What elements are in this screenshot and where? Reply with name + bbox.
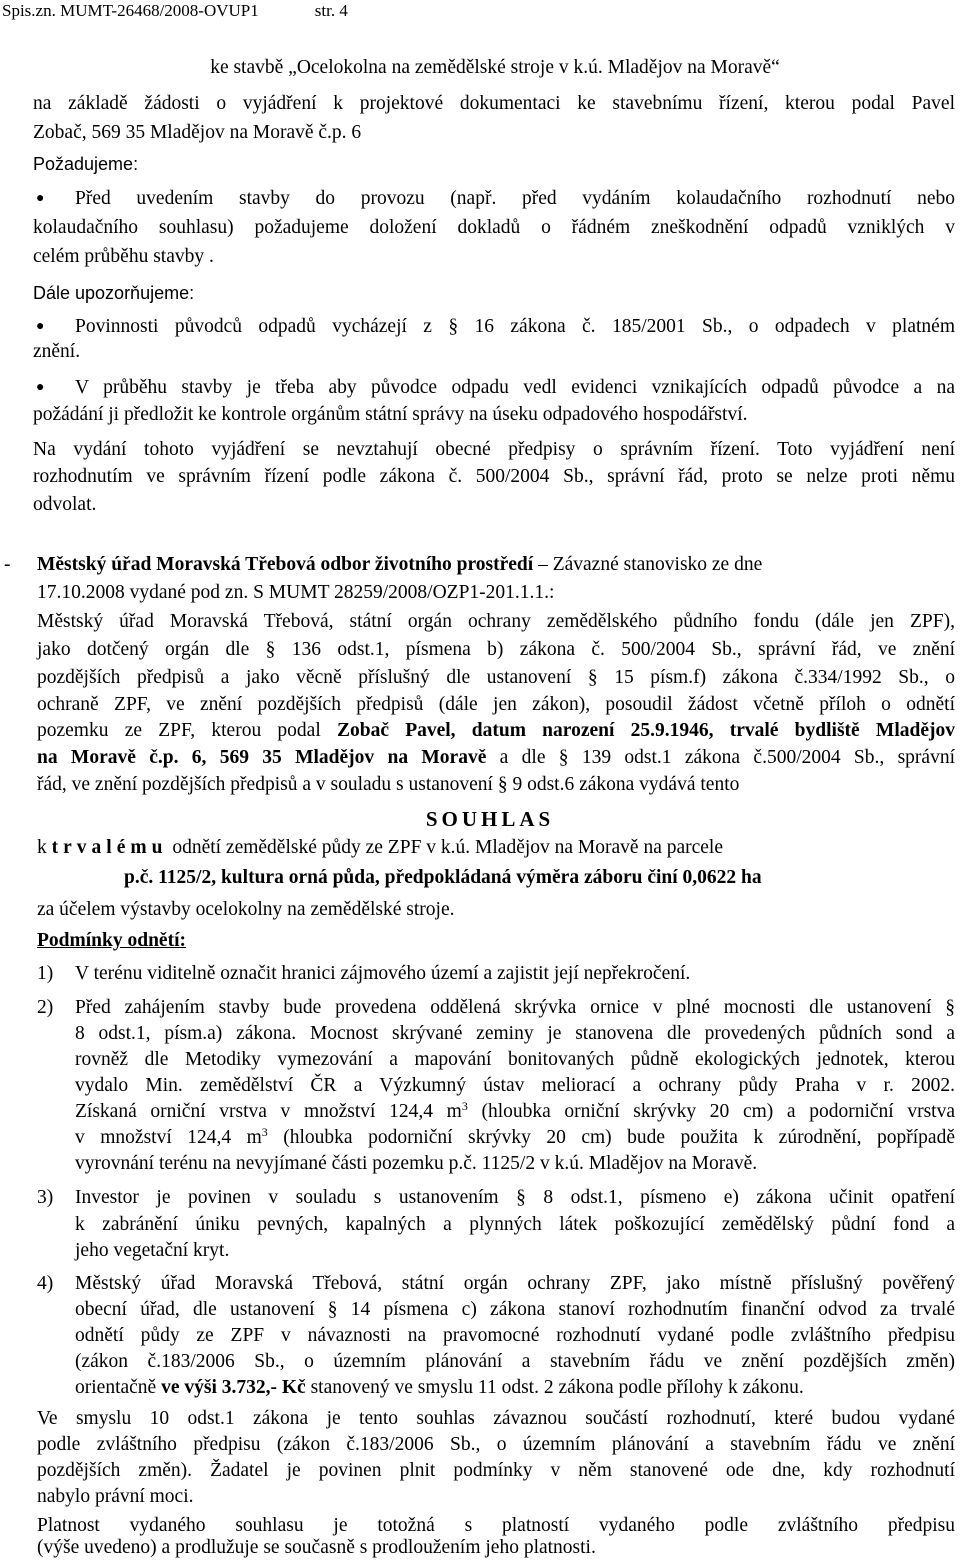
- text-run: (hloubka orniční skrývky 20 cm) a podorniční vrstva: [467, 1101, 955, 1122]
- paragraph-line: jako dotčený orgán dle § 136 odst.1, písmena b) zákona č. 500/2004 Sb., správní řád, ve znění: [37, 639, 955, 660]
- conditions-heading: Podmínky odnětí:: [37, 930, 186, 951]
- paragraph-line: řád, ve znění pozdějších předpisů a v souladu s ustanovení § 9 odst.6 zákona vydává tento: [37, 774, 740, 795]
- subject-line: ke stavbě „Ocelokolna na zemědělské stroje v k.ú. Mladějov na Moravě“: [210, 57, 780, 78]
- consent-title: SOUHLAS: [425, 807, 555, 831]
- bullet-text-line: V průběhu stavby je třeba aby původce odpadu vedl evidenci vznikajících odpadů původce a na: [75, 377, 955, 398]
- paragraph-line: rozhodnutím ve správním řízení podle zákona č. 500/2004 Sb., správní řád, proto se nelze proti němu: [33, 466, 955, 487]
- bullet-text-line: znění.: [33, 341, 81, 362]
- paragraph-line: nabylo právní moci.: [37, 1486, 194, 1507]
- paragraph-line: podle zvláštního předpisu (zákon č.183/2006 Sb., o územním plánování a stavebním řádu ve znění: [37, 1434, 955, 1455]
- text-run: odnětí zemědělské půdy ze ZPF v k.ú. Mladějov na Moravě na parcele: [167, 837, 724, 858]
- paragraph-line: Zobač, 569 35 Mladějov na Moravě č.p. 6: [33, 122, 362, 143]
- statement-type: – Závazné stanovisko ze dne: [533, 554, 763, 575]
- paragraph-line: ochraně ZPF, ve znění pozdějších předpisů (dále jen zákon), posoudil žádost včetně příloh o odnětí: [37, 694, 955, 715]
- page-number: str. 4: [314, 1, 348, 20]
- superscript: 3: [461, 1099, 468, 1113]
- paragraph-line: Ve smyslu 10 odst.1 zákona je tento souhlas závaznou součástí rozhodnutí, které budou vydané: [37, 1408, 955, 1429]
- applicant-address: na Moravě č.p. 6, 569 35 Mladějov na Moravě: [37, 747, 487, 768]
- condition-line: Investor je povinen v souladu s ustanovením § 8 odst.1, písmeno e) zákona učinit opatření: [75, 1187, 955, 1208]
- text-run: v množství 124,4 m: [75, 1127, 262, 1148]
- condition-line: odnětí půdy ze ZPF v návaznosti na pravomocné rozhodnutí vydané podle zvláštního předpisu: [75, 1325, 955, 1346]
- bullet-text-line: kolaudačního souhlasu) požadujeme doložení dokladů o řádném zneškodnění odpadů vzniklých v: [33, 217, 955, 238]
- condition-line: 8 odst.1, písm.a) zákona. Mocnost skrývané zeminy je stanovena dle provedených půdních sond a: [75, 1023, 955, 1044]
- condition-line: [75, 1100, 955, 1124]
- bullet-text-line: Před uvedením stavby do provozu (např. před vydáním kolaudačního rozhodnutí nebo: [75, 188, 955, 209]
- text-run: stanovený ve smyslu 11 odst. 2 zákona podle přílohy k zákonu.: [305, 1377, 804, 1398]
- text-run: Získaná orniční vrstva v množství 124,4 m: [75, 1101, 462, 1122]
- paragraph-line: Na vydání tohoto vyjádření se nevztahují obecné předpisy o správním řízení. Toto vyjádření není: [33, 439, 955, 460]
- section-heading: Požadujeme:: [33, 154, 139, 174]
- file-reference: Spis.zn. MUMT-26468/2008-OVUP1: [2, 1, 259, 20]
- condition-line: rovněž dle Metodiky vymezování a mapování bonitovaných půdně ekologických jednotek, kterou: [75, 1049, 955, 1070]
- paragraph-line: Městský úřad Moravská Třebová, státní orgán ochrany zemědělského půdního fondu (dále jen ZPF),: [37, 611, 955, 632]
- bullet-text-line: celém průběhu stavby .: [33, 246, 214, 267]
- condition-line: Městský úřad Moravská Třebová, státní orgán ochrany ZPF, jako místně příslušný pověřený: [75, 1273, 955, 1294]
- condition-line: V terénu viditelně označit hranici zájmového území a zajistit její nepřekročení.: [75, 963, 691, 984]
- paragraph-line: (výše uvedeno) a prodlužuje se současně s prodloužením jeho platnosti.: [37, 1537, 596, 1558]
- text-run: a dle § 139 odst.1 zákona č.500/2004 Sb., správní: [486, 747, 955, 768]
- bullet-text-line: požádání ji předložit ke kontrole orgánům státní správy na úseku odpadového hospodářství.: [33, 404, 748, 425]
- paragraph-line: [37, 719, 955, 743]
- condition-line: [75, 1376, 955, 1400]
- text-run: k: [37, 837, 52, 858]
- condition-line: Před zahájením stavby bude provedena oddělená skrývka ornice v plné mocnosti dle ustanovení §: [75, 997, 955, 1018]
- condition-line: vydalo Min. zemědělství ČR a Výzkumný ústav meliorací a ochrany půdy Praha v r. 2002.: [75, 1075, 955, 1096]
- text-run: orientačně: [75, 1377, 162, 1398]
- condition-line: (zákon č.183/2006 Sb., o územním plánování a stavebním řádu ve znění pozdějších změn): [75, 1351, 955, 1372]
- page-header: [2, 0, 348, 22]
- section-heading: Dále upozorňujeme:: [33, 283, 195, 303]
- condition-number: 1): [37, 963, 54, 984]
- bullet-text-line: Povinnosti původců odpadů vycházejí z § 16 zákona č. 185/2001 Sb., o odpadech v platném: [75, 316, 955, 337]
- text-run: pozemku ze ZPF, kterou podal: [37, 720, 337, 741]
- bullet-icon: ●: [36, 380, 45, 395]
- paragraph-line: Platnost vydaného souhlasu je totožná s platností vydaného podle zvláštního předpisu: [37, 1515, 955, 1536]
- levy-amount: ve výši 3.732,- Kč: [161, 1377, 306, 1398]
- condition-line: vyrovnání terénu na nevyjímané části pozemku p.č. 1125/2 v k.ú. Mladějov na Moravě.: [75, 1153, 758, 1174]
- statement-heading: [37, 553, 955, 577]
- superscript: 3: [261, 1125, 268, 1139]
- condition-line: obecní úřad, dle ustanovení § 14 písmena c) zákona stanoví rozhodnutím finanční odvod za trvalé: [75, 1299, 955, 1320]
- condition-line: [75, 1126, 955, 1150]
- list-dash: -: [4, 554, 11, 575]
- consent-line: [37, 836, 955, 860]
- text-run: (hloubka podorniční skrývky 20 cm) bude použita k zúrodnění, popřípadě: [267, 1127, 955, 1148]
- paragraph-line: na základě žádosti o vyjádření k projektové dokumentaci ke stavebnímu řízení, kterou podal Pavel: [33, 93, 955, 114]
- bullet-icon: ●: [36, 319, 45, 334]
- authority-name: Městský úřad Moravská Třebová odbor životního prostředí: [37, 554, 534, 575]
- paragraph-line: odvolat.: [33, 494, 97, 515]
- paragraph-line: [37, 746, 955, 770]
- condition-number: 3): [37, 1187, 54, 1208]
- condition-number: 2): [37, 997, 54, 1018]
- statement-reference: 17.10.2008 vydané pod zn. S MUMT 28259/2008/OZP1-201.1.1.:: [37, 582, 555, 603]
- condition-line: jeho vegetační kryt.: [75, 1240, 230, 1261]
- parcel-line: p.č. 1125/2, kultura orná půda, předpokládaná výměra záboru činí 0,0622 ha: [124, 867, 762, 888]
- condition-number: 4): [37, 1273, 54, 1294]
- applicant-details: Zobač Pavel, datum narození 25.9.1946, trvalé bydliště Mladějov: [336, 720, 955, 741]
- paragraph-line: pozdějších předpisů a jako věcně příslušný dle ustanovení § 15 písm.f) zákona č.334/1992 Sb., o: [37, 667, 955, 688]
- permanent-word: trvalému: [51, 837, 168, 858]
- paragraph-line: pozdějších změn). Žadatel je povinen plnit podmínky v něm stanovené ode dne, kdy rozhodnutí: [37, 1460, 955, 1481]
- bullet-icon: ●: [36, 191, 45, 206]
- condition-line: k zabránění úniku pevných, kapalných a plynných látek poškozující zemědělský půdní fond a: [75, 1214, 955, 1235]
- purpose-line: za účelem výstavby ocelokolny na zemědělské stroje.: [37, 899, 455, 920]
